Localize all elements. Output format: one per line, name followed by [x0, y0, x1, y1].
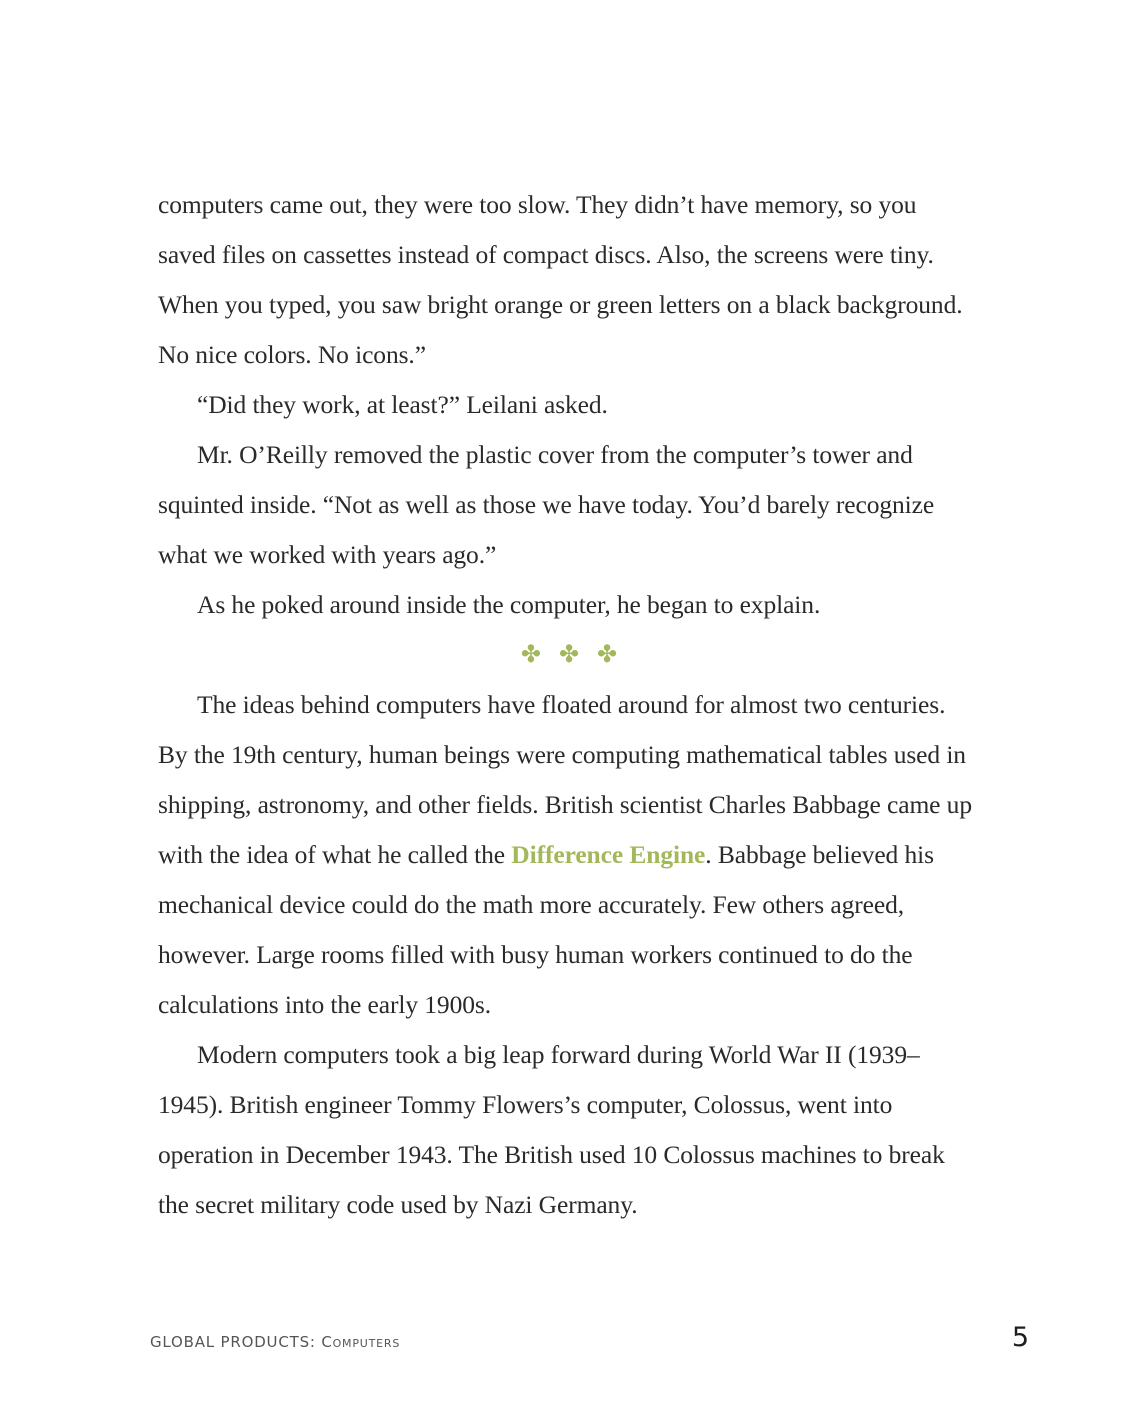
- footer-series: GLOBAL PRODUCTS:: [150, 1333, 316, 1351]
- footer-subject: Computers: [321, 1333, 401, 1351]
- page-number: 5: [1011, 1322, 1029, 1353]
- paragraph-continued: computers came out, they were too slow. They didn’t have memory, so you saved files on cassettes instead of compact discs. Also, the screens were tiny. When you typed, you saw bright orange or green letters on a black background. No nice colors. No icons.”: [158, 190, 963, 369]
- body-text: [158, 180, 978, 1230]
- paragraph-dialogue: “Did they work, at least?” Leilani asked.: [197, 390, 608, 419]
- paragraph-history: [158, 680, 978, 1030]
- paragraph-oreilly: Mr. O’Reilly removed the plastic cover from the computer’s tower and squinted inside. “Not as well as those we have today. You’d barely recognize what we worked with years ago.”: [158, 440, 935, 569]
- history-text: The ideas behind computers have floated around for almost two centuries. By the 19th century, human beings were computing mathematical tables used in shipping, astronomy, and other fields. British scientist Charles Babbage came up with the idea of what he called the: [158, 690, 972, 869]
- footer-series-title: [150, 1333, 400, 1351]
- section-divider-icon: ✤ ✤ ✤: [520, 642, 624, 668]
- babbage-text: . Babbage believed his mechanical device could do the math more accurately. Few others agreed, however. Large rooms filled with busy human workers continued to do the calculations into the early 1900s.: [158, 840, 934, 1019]
- glossary-term-difference-engine[interactable]: Difference Engine: [511, 840, 706, 869]
- paragraph-explain: As he poked around inside the computer, he began to explain.: [197, 590, 821, 619]
- paragraph-colossus: Modern computers took a big leap forward during World War II (1939–1945). British engineer Tommy Flowers’s computer, Colossus, went into operation in December 1943. The British used 10 Colossus machines to break the secret military code used by Nazi Germany.: [158, 1040, 945, 1219]
